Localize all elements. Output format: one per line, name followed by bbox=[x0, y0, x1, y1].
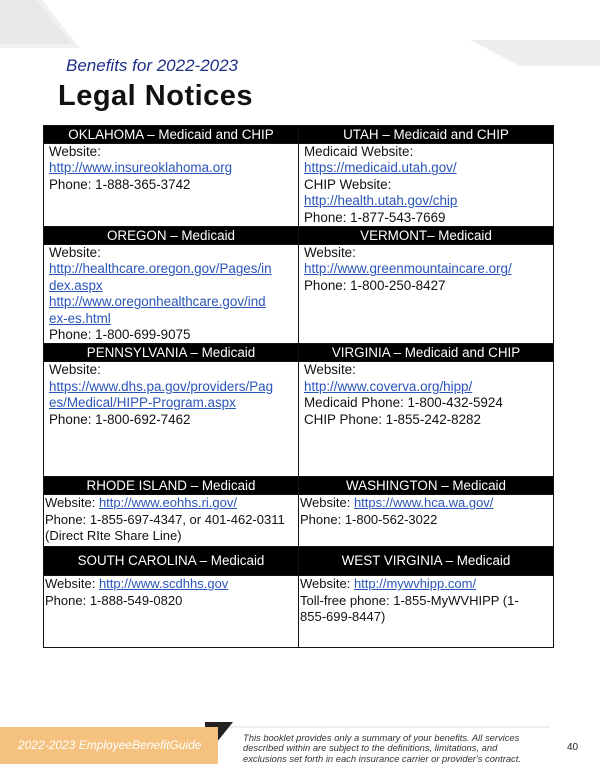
footer-guide-label: 2022-2023 EmployeeBenefitGuide bbox=[18, 738, 202, 752]
cell-rhode-island bbox=[44, 495, 299, 547]
pennsylvania-phone: Phone: 1-800-692-7462 bbox=[49, 411, 191, 427]
pennsylvania-link-part1[interactable]: https://www.dhs.pa.gov/providers/Pag bbox=[49, 378, 274, 394]
website-label: Website: bbox=[45, 495, 99, 511]
west-virginia-website-line bbox=[300, 576, 553, 592]
table-row bbox=[44, 144, 554, 227]
virginia-website-link[interactable]: http://www.coverva.org/hipp/ bbox=[304, 378, 473, 394]
page-subtitle: Benefits for 2022-2023 bbox=[66, 56, 239, 75]
state-header-west-virginia: WEST VIRGINIA – Medicaid bbox=[299, 547, 554, 576]
medicaid-website-label: Medicaid Website: bbox=[304, 144, 414, 159]
state-header-oregon: OREGON – Medicaid bbox=[44, 227, 299, 245]
utah-phone: Phone: 1-877-543-7669 bbox=[304, 209, 446, 225]
cell-west-virginia bbox=[299, 576, 554, 648]
table-row bbox=[44, 576, 554, 648]
rhode-island-website-link[interactable]: http://www.eohhs.ri.gov/ bbox=[98, 495, 237, 511]
washington-website-line bbox=[300, 495, 553, 511]
website-label: Website: bbox=[300, 576, 354, 592]
state-header-vermont: VERMONT– Medicaid bbox=[299, 227, 554, 245]
washington-website-link[interactable]: https://www.hca.wa.gov/ bbox=[353, 495, 494, 511]
state-header-pennsylvania: PENNSYLVANIA – Medicaid bbox=[44, 344, 299, 362]
oregon-link-1-part1[interactable]: http://healthcare.oregon.gov/Pages/in bbox=[49, 261, 272, 277]
website-label: Website: bbox=[49, 245, 101, 261]
website-label: Website: bbox=[45, 576, 99, 592]
table-header-row bbox=[44, 547, 554, 576]
table-header-row bbox=[44, 477, 554, 495]
table-header-row bbox=[44, 344, 554, 362]
cell-oregon bbox=[44, 245, 299, 344]
medicaid-chip-table bbox=[43, 125, 554, 648]
cell-utah bbox=[299, 144, 554, 227]
rhode-island-website-line bbox=[45, 495, 298, 511]
website-label: Website: bbox=[300, 495, 354, 511]
website-label: Website: bbox=[304, 245, 356, 261]
website-label: Website: bbox=[304, 362, 356, 378]
rhode-island-note: (Direct RIte Share Line) bbox=[45, 528, 182, 544]
vermont-website-link[interactable]: http://www.greenmountaincare.org/ bbox=[304, 261, 512, 277]
footer-disclaimer-line-1: This booklet provides only a summary of your benefits. All services bbox=[243, 732, 520, 743]
cell-south-carolina bbox=[44, 576, 299, 648]
cell-virginia bbox=[299, 362, 554, 477]
rhode-island-phone: Phone: 1-855-697-4347, or 401-462-0311 bbox=[45, 511, 285, 527]
state-header-oklahoma: OKLAHOMA – Medicaid and CHIP bbox=[44, 126, 299, 144]
oregon-phone: Phone: 1-800-699-9075 bbox=[49, 327, 191, 343]
state-header-washington: WASHINGTON – Medicaid bbox=[299, 477, 554, 495]
west-virginia-website-link[interactable]: http://mywvhipp.com/ bbox=[353, 576, 477, 592]
cell-oklahoma bbox=[44, 144, 299, 227]
chip-website-label: CHIP Website: bbox=[304, 176, 392, 192]
top-left-decoration bbox=[0, 0, 90, 60]
footer-disclaimer-line-3: exclusions set forth in each insurance carrier or provider's contract. bbox=[243, 752, 521, 764]
footer-disclaimer bbox=[243, 733, 521, 764]
state-header-utah: UTAH – Medicaid and CHIP bbox=[299, 126, 554, 144]
table-header-row bbox=[44, 227, 554, 245]
table-row bbox=[44, 362, 554, 477]
virginia-medicaid-phone: Medicaid Phone: 1-800-432-5924 bbox=[304, 395, 503, 411]
oregon-link-1-part2[interactable]: dex.aspx bbox=[49, 277, 103, 293]
vermont-phone: Phone: 1-800-250-8427 bbox=[304, 277, 446, 293]
oklahoma-website-link[interactable]: http://www.insureoklahoma.org bbox=[49, 160, 233, 176]
footer-guide-bar bbox=[0, 727, 218, 764]
oklahoma-phone: Phone: 1-888-365-3742 bbox=[49, 176, 191, 192]
page-number: 40 bbox=[567, 742, 579, 753]
top-right-decoration bbox=[470, 40, 600, 70]
state-header-virginia: VIRGINIA – Medicaid and CHIP bbox=[299, 344, 554, 362]
table-header-row bbox=[44, 126, 554, 144]
table-row bbox=[44, 495, 554, 547]
cell-pennsylvania bbox=[44, 362, 299, 477]
state-header-rhode-island: RHODE ISLAND – Medicaid bbox=[44, 477, 299, 495]
footer-disclaimer-line-2: described within are subject to the definitions, limitations, and bbox=[243, 742, 498, 754]
washington-phone: Phone: 1-800-562-3022 bbox=[300, 511, 438, 527]
website-label: Website: bbox=[49, 144, 101, 159]
footer-divider bbox=[215, 724, 550, 730]
page-title: Legal Notices bbox=[58, 80, 254, 112]
utah-chip-link[interactable]: http://health.utah.gov/chip bbox=[304, 193, 458, 209]
pennsylvania-link-part2[interactable]: es/Medical/HIPP-Program.aspx bbox=[49, 395, 236, 411]
south-carolina-phone: Phone: 1-888-549-0820 bbox=[45, 592, 183, 608]
south-carolina-website-line bbox=[45, 576, 298, 592]
utah-medicaid-link[interactable]: https://medicaid.utah.gov/ bbox=[304, 160, 457, 176]
oregon-link-2-part2[interactable]: ex-es.html bbox=[49, 310, 111, 326]
west-virginia-phone-cont: 855-699-8447) bbox=[300, 609, 386, 625]
table-row bbox=[44, 245, 554, 344]
west-virginia-phone: Toll-free phone: 1-855-MyWVHIPP (1- bbox=[300, 592, 519, 608]
website-label: Website: bbox=[49, 362, 101, 378]
oregon-link-2-part1[interactable]: http://www.oregonhealthcare.gov/ind bbox=[49, 294, 266, 310]
cell-vermont bbox=[299, 245, 554, 344]
virginia-chip-phone: CHIP Phone: 1-855-242-8282 bbox=[304, 411, 481, 427]
south-carolina-website-link[interactable]: http://www.scdhhs.gov bbox=[98, 576, 229, 592]
state-header-south-carolina: SOUTH CAROLINA – Medicaid bbox=[44, 547, 299, 576]
cell-washington bbox=[299, 495, 554, 547]
